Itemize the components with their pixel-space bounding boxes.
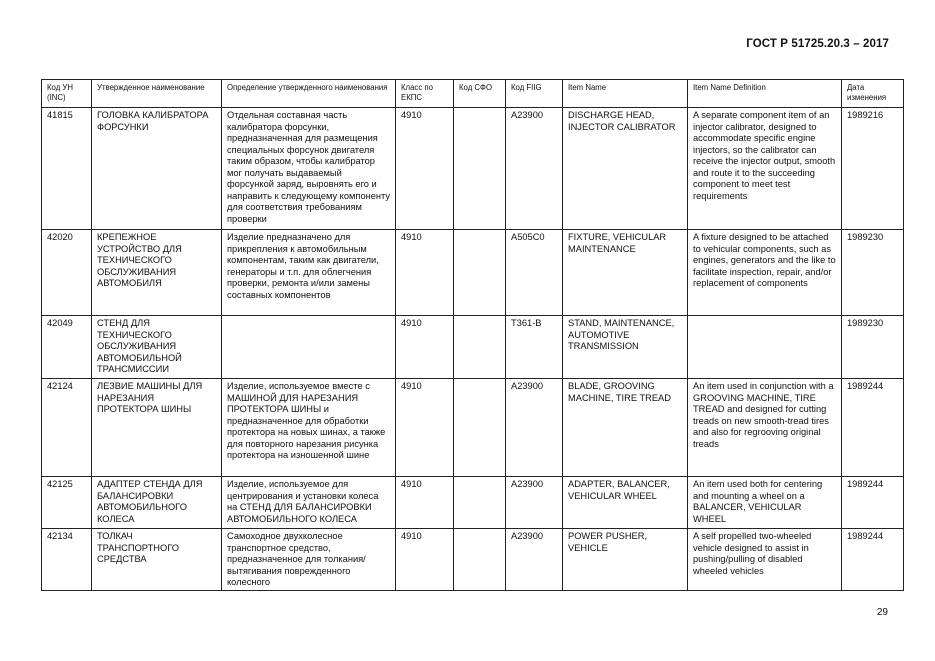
cell-class: 4910 — [396, 230, 454, 316]
cell-inc: 42049 — [42, 316, 92, 379]
cell-change-date: 1989244 — [842, 379, 904, 477]
column-header-fiig: Код FIIG — [506, 80, 563, 108]
cell-inc: 42125 — [42, 477, 92, 529]
cell-item-name: DISCHARGE HEAD, INJECTOR CALIBRATOR — [563, 108, 688, 230]
cell-inc: 42124 — [42, 379, 92, 477]
cell-item-name-definition — [688, 316, 842, 379]
cell-change-date: 1989244 — [842, 477, 904, 529]
cell-class: 4910 — [396, 477, 454, 529]
cell-change-date: 1989244 — [842, 529, 904, 591]
nomenclature-table — [41, 79, 904, 591]
cell-sfo — [454, 316, 506, 379]
table-row — [42, 230, 904, 316]
cell-definition: Изделие, используемое для центрирования и установки колеса на СТЕНД ДЛЯ БАЛАНСИРОВКИ АВТОМОБИЛЬНОГО КОЛЕСА — [222, 477, 396, 529]
cell-fiig: A23900 — [506, 529, 563, 591]
cell-change-date: 1989230 — [842, 230, 904, 316]
cell-sfo — [454, 529, 506, 591]
cell-item-name-definition: An item used in conjunction with a GROOVING MACHINE, TIRE TREAD and designed for cutting treads on new smooth-tread tires and also for regrooving original treads — [688, 379, 842, 477]
column-header-approved-name: Утвержденное наименование — [92, 80, 222, 108]
cell-fiig: T361-B — [506, 316, 563, 379]
cell-definition: Изделие, используемое вместе с МАШИНОЙ ДЛЯ НАРЕЗАНИЯ ПРОТЕКТОРА ШИНЫ и предназначенное для обработки протектора на новых шинах, а также для повторного нарезания рисунка протектора на изношенной шине — [222, 379, 396, 477]
cell-class: 4910 — [396, 529, 454, 591]
cell-sfo — [454, 108, 506, 230]
cell-item-name: FIXTURE, VEHICULAR MAINTENANCE — [563, 230, 688, 316]
cell-sfo — [454, 379, 506, 477]
cell-class: 4910 — [396, 379, 454, 477]
cell-fiig: A23900 — [506, 379, 563, 477]
table-row — [42, 477, 904, 529]
cell-definition — [222, 316, 396, 379]
cell-change-date: 1989230 — [842, 316, 904, 379]
column-header-class: Класс по ЕКПС — [396, 80, 454, 108]
column-header-definition: Определение утвержденного наименования — [222, 80, 396, 108]
cell-item-name: POWER PUSHER, VEHICLE — [563, 529, 688, 591]
cell-approved-name: СТЕНД ДЛЯ ТЕХНИЧЕСКОГО ОБСЛУЖИВАНИЯ АВТОМОБИЛЬНОЙ ТРАНСМИССИИ — [92, 316, 222, 379]
column-header-sfo: Код СФО — [454, 80, 506, 108]
cell-sfo — [454, 230, 506, 316]
cell-class: 4910 — [396, 316, 454, 379]
cell-inc: 41815 — [42, 108, 92, 230]
cell-fiig: A505C0 — [506, 230, 563, 316]
column-header-inc: Код УН (INC) — [42, 80, 92, 108]
cell-item-name: ADAPTER, BALANCER, VEHICULAR WHEEL — [563, 477, 688, 529]
cell-approved-name: ТОЛКАЧ ТРАНСПОРТНОГО СРЕДСТВА — [92, 529, 222, 591]
cell-fiig: A23900 — [506, 477, 563, 529]
cell-definition: Изделие предназначено для прикрепления к автомобильным компонентам, таким как двигатели, генераторы и т.п. для облегчения проверки, ремонта и/или замены составных компонентов — [222, 230, 396, 316]
table-row — [42, 316, 904, 379]
cell-item-name-definition: A separate component item of an injector calibrator, designed to accommodate specific engine injectors, so the calibrator can receive the injector output, smooth and route it to the succeeding component to meet test requirements — [688, 108, 842, 230]
cell-approved-name: АДАПТЕР СТЕНДА ДЛЯ БАЛАНСИРОВКИ АВТОМОБИЛЬНОГО КОЛЕСА — [92, 477, 222, 529]
standard-designation: ГОСТ Р 51725.20.3 – 2017 — [746, 38, 889, 50]
cell-item-name: BLADE, GROOVING MACHINE, TIRE TREAD — [563, 379, 688, 477]
cell-sfo — [454, 477, 506, 529]
cell-inc: 42020 — [42, 230, 92, 316]
cell-approved-name: ГОЛОВКА КАЛИБРАТОРА ФОРСУНКИ — [92, 108, 222, 230]
cell-definition: Отдельная составная часть калибратора форсунки, предназначенная для размещения специальных форсунок двигателя таким образом, чтобы калибратор мог получать выдаваемый форсункой заряд, выровнять его и направить к следующему компоненту для соответствия требованиям проверки — [222, 108, 396, 230]
cell-item-name-definition: A fixture designed to be attached to vehicular components, such as engines, generators and the like to facilitate inspection, repair, and/or replacement of components — [688, 230, 842, 316]
cell-fiig: A23900 — [506, 108, 563, 230]
table-row — [42, 529, 904, 591]
cell-item-name: STAND, MAINTENANCE, AUTOMOTIVE TRANSMISSION — [563, 316, 688, 379]
cell-class: 4910 — [396, 108, 454, 230]
cell-item-name-definition: An item used both for centering and mounting a wheel on a BALANCER, VEHICULAR WHEEL — [688, 477, 842, 529]
column-header-item-name: Item Name — [563, 80, 688, 108]
table-row — [42, 108, 904, 230]
cell-approved-name: КРЕПЕЖНОЕ УСТРОЙСТВО ДЛЯ ТЕХНИЧЕСКОГО ОБСЛУЖИВАНИЯ АВТОМОБИЛЯ — [92, 230, 222, 316]
cell-definition: Самоходное двухколесное транспортное средство, предназначенное для толкания/вытягивания поврежденного колесного — [222, 529, 396, 591]
cell-item-name-definition: A self propelled two-wheeled vehicle designed to assist in pushing/pulling of disabled wheeled vehicles — [688, 529, 842, 591]
cell-approved-name: ЛЕЗВИЕ МАШИНЫ ДЛЯ НАРЕЗАНИЯ ПРОТЕКТОРА ШИНЫ — [92, 379, 222, 477]
table-row — [42, 379, 904, 477]
column-header-change-date: Дата изменения — [842, 80, 904, 108]
table-header-row — [42, 80, 904, 108]
cell-change-date: 1989216 — [842, 108, 904, 230]
page-number: 29 — [876, 607, 888, 618]
column-header-item-name-definition: Item Name Definition — [688, 80, 842, 108]
cell-inc: 42134 — [42, 529, 92, 591]
